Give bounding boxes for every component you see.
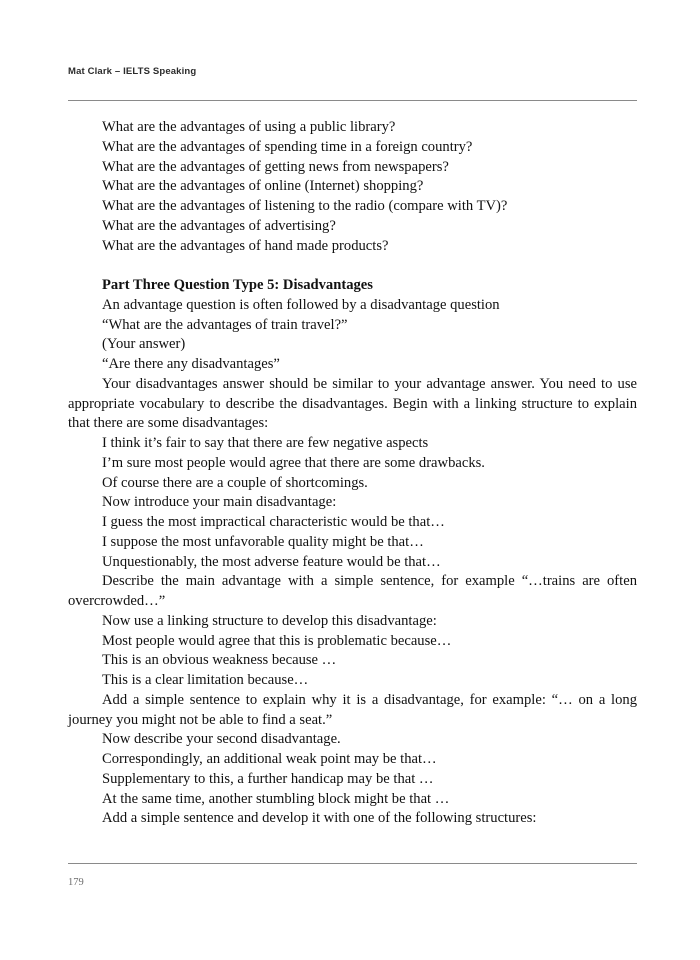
main-disadvantage-example: Unquestionably, the most adverse feature would be that…: [102, 553, 441, 570]
main-disadvantage-example: I guess the most impractical characteristic would be that…: [102, 514, 445, 530]
advantage-question: What are the advantages of advertising?: [102, 217, 336, 234]
develop-example: This is an obvious weakness because …: [102, 652, 337, 669]
advantage-question: What are the advantages of listening to the radio (compare with TV)?: [102, 198, 508, 214]
intro-line: (Your answer): [102, 336, 186, 353]
page-body: [68, 118, 637, 829]
linking-example: Of course there are a couple of shortcomings.: [102, 474, 368, 491]
advantage-question: What are the advantages of spending time in a foreign country?: [102, 138, 473, 155]
main-disadvantage-intro: Now introduce your main disadvantage:: [102, 494, 337, 511]
develop-example: Most people would agree that this is problematic because…: [102, 632, 452, 649]
advantage-question: What are the advantages of hand made products?: [102, 237, 389, 254]
advantage-question: What are the advantages of online (Internet) shopping?: [102, 178, 424, 195]
linking-example: I’m sure most people would agree that there are some drawbacks.: [102, 454, 485, 471]
main-disadvantage-example: I suppose the most unfavorable quality might be that…: [102, 533, 424, 550]
footer-rule: [68, 863, 637, 864]
advantage-question: What are the advantages of using a public library?: [102, 119, 396, 135]
develop-intro: Now use a linking structure to develop this disadvantage:: [102, 612, 437, 629]
intro-line: “Are there any disadvantages”: [102, 356, 280, 372]
advantage-question: What are the advantages of getting news from newspapers?: [102, 158, 449, 175]
second-disadvantage-example: Supplementary to this, a further handicap may be that …: [102, 770, 434, 787]
section-heading: Part Three Question Type 5: Disadvantages: [102, 277, 373, 293]
body-paragraph: Your disadvantages answer should be similar to your advantage answer. You need to use appropriate vocabulary to describe the disadvantages. Begin with a linking structure to explain that there are some disadvantages:: [68, 375, 637, 432]
second-disadvantage-example: Correspondingly, an additional weak point may be that…: [102, 751, 437, 767]
linking-example: I think it’s fair to say that there are few negative aspects: [102, 435, 429, 451]
body-paragraph: Describe the main advantage with a simple sentence, for example “…trains are often overcrowded…”: [68, 573, 637, 609]
intro-line: “What are the advantages of train travel?”: [102, 316, 348, 333]
header-rule: [68, 100, 637, 101]
second-disadvantage-intro: Now describe your second disadvantage.: [102, 731, 341, 748]
running-header: Mat Clark – IELTS Speaking: [68, 66, 197, 77]
page-number: 179: [68, 877, 84, 888]
develop-example: This is a clear limitation because…: [102, 672, 309, 688]
second-disadvantage-example: At the same time, another stumbling block might be that …: [102, 790, 450, 807]
intro-line: An advantage question is often followed by a disadvantage question: [102, 296, 500, 313]
paragraph-spacer: [68, 256, 637, 276]
body-paragraph: Add a simple sentence to explain why it is a disadvantage, for example: “… on a long journey you might not be able to find a seat.”: [68, 691, 637, 728]
closing-line: Add a simple sentence and develop it with one of the following structures:: [102, 810, 537, 827]
